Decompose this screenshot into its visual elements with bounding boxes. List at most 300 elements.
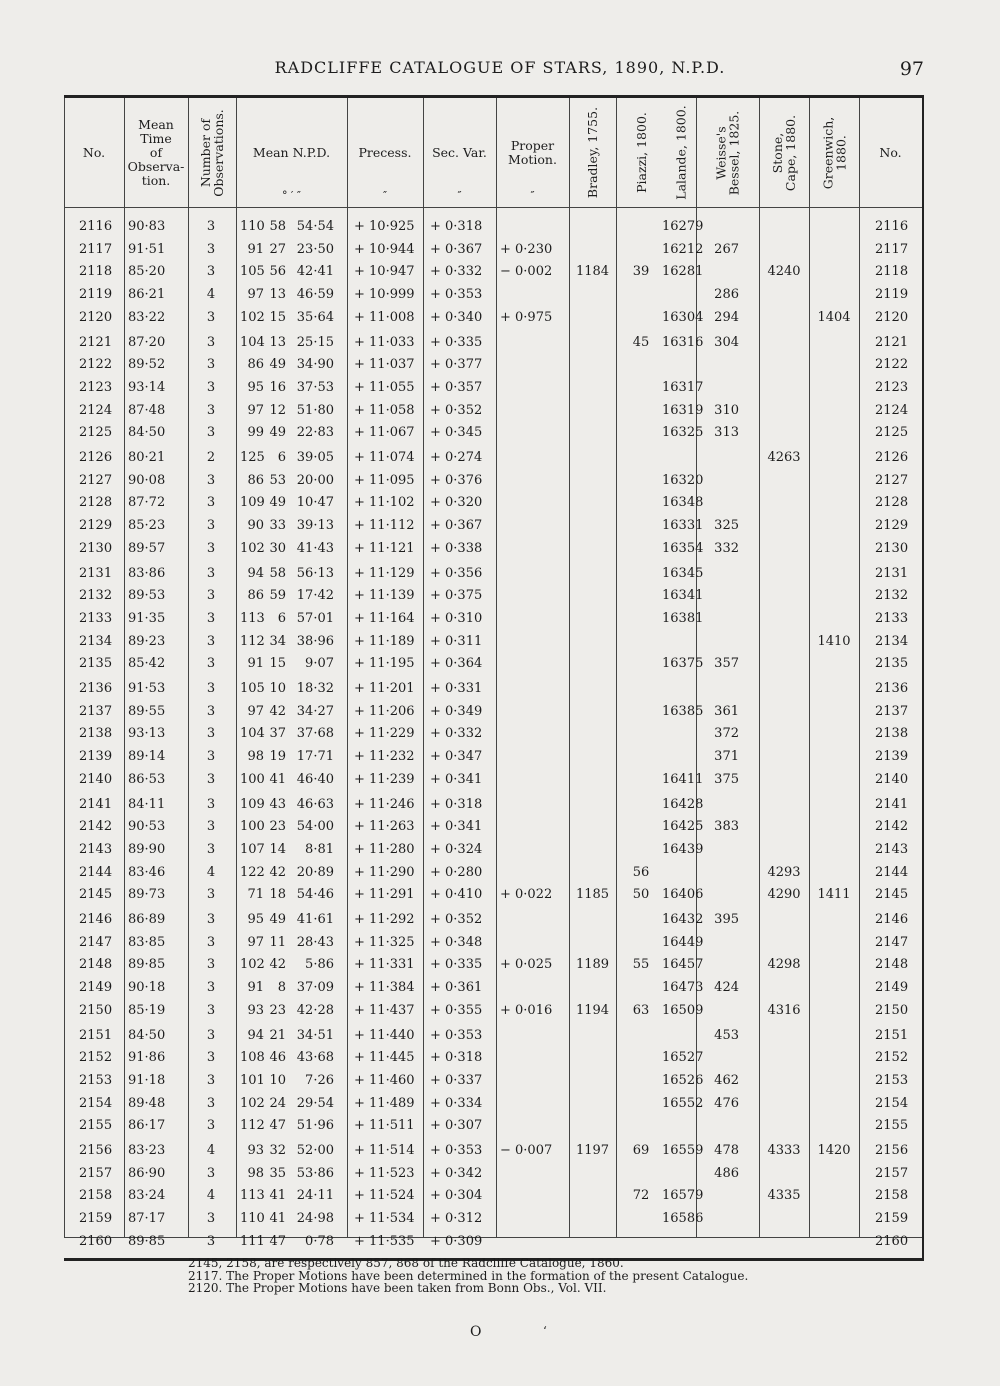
cell-no: 2143 (79, 841, 113, 857)
cell-npd-m: 42 (269, 703, 286, 719)
page-title: RADCLIFFE CATALOGUE OF STARS, 1890, N.P.D. (274, 58, 726, 77)
cell-npd-d: 93 (247, 1002, 264, 1018)
cell-secvar: + 0·307 (430, 1118, 483, 1134)
cell-no: 2117 (79, 241, 113, 257)
table-row (64, 283, 922, 306)
cell-secvar: + 0·356 (430, 565, 483, 581)
cell-precess: + 11·058 (354, 402, 415, 418)
cell-npd-m: 41 (269, 1188, 286, 1204)
cell-no-right: 2150 (875, 1002, 909, 1018)
cell-no: 2121 (79, 334, 113, 350)
cell-npd-d: 93 (247, 1143, 264, 1158)
cell-time: 84·50 (128, 1027, 166, 1043)
cell-lalande: 16579 (662, 1188, 704, 1204)
cell-npd-d: 97 (247, 287, 264, 303)
cell-no-right: 2154 (875, 1095, 909, 1111)
cell-no-right: 2133 (875, 610, 909, 626)
cell-no: 2152 (79, 1050, 113, 1066)
cell-time: 83·23 (128, 1143, 166, 1158)
cell-npd-s: 5·86 (305, 957, 334, 973)
table-row (64, 793, 922, 816)
cell-lalande: 16439 (662, 841, 704, 857)
cell-no-right: 2116 (875, 219, 909, 234)
cell-no-right: 2155 (875, 1118, 909, 1134)
cell-time: 89·48 (128, 1095, 166, 1111)
cell-npd-d: 113 (240, 1188, 265, 1204)
table-row (64, 630, 922, 653)
cell-stone: 4263 (767, 450, 801, 465)
cell-npd-m: 12 (269, 402, 286, 418)
cell-secvar: + 0·280 (430, 864, 483, 880)
cell-secvar: + 0·355 (430, 1002, 483, 1018)
cell-precess: + 11·263 (354, 819, 415, 835)
cell-npd-m: 13 (269, 334, 286, 350)
cell-secvar: + 0·349 (430, 703, 483, 719)
cell-no-right: 2129 (875, 518, 909, 534)
cell-no: 2146 (79, 912, 113, 927)
cell-npd-m: 6 (277, 450, 286, 465)
cell-stone: 4240 (767, 264, 801, 280)
cell-no: 2134 (79, 633, 113, 649)
cell-npd-m: 27 (269, 241, 286, 257)
table-row (64, 306, 922, 329)
cell-no: 2156 (79, 1143, 113, 1158)
cell-npd-s: 39·05 (296, 450, 334, 465)
cell-lalande: 16473 (662, 980, 704, 996)
cell-npd-d: 91 (247, 656, 264, 672)
cell-precess: + 11·008 (354, 309, 415, 325)
cell-npd-d: 98 (247, 1165, 264, 1181)
cell-precess: + 11·523 (354, 1165, 415, 1181)
cell-precess: + 11·514 (354, 1143, 415, 1158)
cell-obs: 3 (206, 1050, 216, 1066)
cell-no-right: 2159 (875, 1211, 909, 1227)
table-row (64, 815, 922, 838)
cell-npd-d: 111 (240, 1233, 265, 1249)
cell-precess: + 11·139 (354, 588, 415, 604)
cell-secvar: + 0·332 (430, 726, 483, 742)
cell-npd-s: 56·13 (296, 565, 334, 581)
cell-npd-m: 23 (269, 819, 286, 835)
cell-npd-d: 104 (240, 726, 265, 742)
cell-obs: 3 (206, 681, 216, 696)
star-catalogue-table (64, 95, 924, 1261)
cell-time: 89·53 (128, 588, 166, 604)
cell-secvar: + 0·357 (430, 379, 483, 395)
cell-no-right: 2158 (875, 1188, 909, 1204)
cell-precess: + 11·524 (354, 1188, 415, 1204)
cell-precess: + 11·102 (354, 495, 415, 511)
cell-npd-m: 19 (269, 749, 286, 765)
cell-npd-s: 41·43 (296, 540, 334, 556)
cell-no-right: 2131 (875, 565, 909, 581)
cell-no: 2148 (79, 957, 113, 973)
cell-lalande: 16316 (662, 334, 704, 350)
cell-npd-m: 42 (269, 864, 286, 880)
cell-obs: 3 (206, 610, 216, 626)
header-piazzi: Piazzi, 1800. (633, 112, 649, 193)
cell-npd-s: 17·71 (296, 749, 334, 765)
cell-no: 2141 (79, 796, 113, 812)
cell-secvar: + 0·367 (430, 518, 483, 534)
cell-npd-s: 34·51 (296, 1027, 334, 1043)
cell-npd-s: 34·90 (296, 357, 334, 373)
table-row (64, 491, 922, 514)
cell-weisse: 476 (714, 1095, 739, 1111)
cell-npd-d: 102 (240, 540, 265, 556)
cell-time: 90·83 (128, 219, 166, 234)
cell-no: 2142 (79, 819, 113, 835)
cell-lalande: 16304 (662, 309, 704, 325)
cell-lalande: 16354 (662, 540, 704, 556)
cell-npd-s: 17·42 (296, 588, 334, 604)
footnote: 2117. The Proper Motions have been determined in the formation of the present Catalogue. (188, 1268, 749, 1283)
table-row (64, 238, 922, 261)
cell-lalande: 16559 (662, 1143, 704, 1158)
cell-precess: + 11·535 (354, 1233, 415, 1249)
cell-secvar: + 0·348 (430, 934, 483, 950)
header-stone-cape: Stone, Cape, 1880. (770, 114, 798, 191)
cell-npd-m: 49 (269, 495, 286, 511)
cell-weisse: 357 (714, 656, 739, 672)
cell-secvar: + 0·410 (430, 887, 483, 903)
cell-stone: 4293 (767, 864, 801, 880)
cell-no-right: 2145 (875, 887, 909, 903)
cell-secvar: + 0·352 (430, 912, 483, 927)
cell-secvar: + 0·318 (430, 219, 483, 234)
cell-weisse: 332 (714, 540, 739, 556)
cell-secvar: + 0·347 (430, 749, 483, 765)
cell-weisse: 325 (714, 518, 739, 534)
cell-precess: + 11·534 (354, 1211, 415, 1227)
cell-time: 80·21 (128, 450, 166, 465)
cell-weisse: 424 (714, 980, 739, 996)
cell-no: 2131 (79, 565, 113, 581)
cell-no: 2125 (79, 425, 113, 441)
cell-npd-s: 52·00 (296, 1143, 334, 1158)
cell-time: 86·21 (128, 287, 166, 303)
cell-lalande: 16281 (662, 264, 704, 280)
cell-no-right: 2148 (875, 957, 909, 973)
cell-lalande: 16317 (662, 379, 704, 395)
header-precess: Precess. (358, 144, 412, 160)
cell-no-right: 2141 (875, 796, 909, 812)
cell-lalande: 16348 (662, 495, 704, 511)
cell-precess: + 11·037 (354, 357, 415, 373)
cell-stone: 4316 (767, 1002, 801, 1018)
cell-npd-m: 43 (269, 796, 286, 812)
cell-no-right: 2126 (875, 450, 909, 465)
cell-precess: + 11·331 (354, 957, 415, 973)
cell-time: 89·52 (128, 357, 166, 373)
signature-mark: O (470, 1324, 482, 1340)
cell-npd-m: 21 (269, 1027, 286, 1043)
cell-npd-m: 30 (269, 540, 286, 556)
cell-npd-m: 46 (269, 1050, 286, 1066)
cell-secvar: + 0·352 (430, 402, 483, 418)
cell-pm: − 0·002 (500, 264, 553, 280)
cell-precess: + 11·112 (354, 518, 415, 534)
cell-time: 89·90 (128, 841, 166, 857)
cell-no: 2135 (79, 656, 113, 672)
cell-precess: + 11·292 (354, 912, 415, 927)
cell-piazzi: 63 (632, 1002, 650, 1018)
cell-time: 91·51 (128, 241, 166, 257)
cell-secvar: + 0·345 (430, 425, 483, 441)
cell-time: 89·57 (128, 540, 166, 556)
cell-obs: 3 (206, 357, 216, 373)
cell-obs: 3 (206, 980, 216, 996)
cell-lalande: 16457 (662, 957, 704, 973)
cell-obs: 3 (206, 796, 216, 812)
cell-secvar: + 0·311 (430, 633, 483, 649)
table-row (64, 260, 922, 283)
cell-obs: 3 (206, 1211, 216, 1227)
cell-npd-d: 112 (240, 1118, 265, 1134)
cell-weisse: 310 (714, 402, 739, 418)
cell-weisse: 267 (714, 241, 739, 257)
cell-time: 86·17 (128, 1118, 166, 1134)
cell-secvar: + 0·332 (430, 264, 483, 280)
cell-no-right: 2147 (875, 934, 909, 950)
cell-pm: + 0·230 (500, 241, 553, 257)
table-row (64, 584, 922, 607)
cell-secvar: + 0·364 (430, 656, 483, 672)
cell-obs: 3 (206, 703, 216, 719)
cell-npd-s: 34·27 (296, 703, 334, 719)
cell-npd-m: 53 (269, 472, 286, 488)
cell-no-right: 2137 (875, 703, 909, 719)
cell-npd-m: 14 (269, 841, 286, 857)
header-lalande: Lalande, 1800. (673, 105, 689, 200)
cell-time: 86·90 (128, 1165, 166, 1181)
cell-precess: + 11·121 (354, 540, 415, 556)
cell-obs: 3 (206, 495, 216, 511)
cell-no-right: 2144 (875, 864, 909, 880)
cell-no: 2136 (79, 681, 113, 696)
cell-no-right: 2151 (875, 1027, 909, 1043)
cell-greenwich: 1404 (817, 309, 851, 325)
cell-greenwich: 1410 (817, 633, 851, 649)
table-row (64, 652, 922, 675)
cell-obs: 3 (206, 1165, 216, 1181)
cell-no: 2138 (79, 726, 113, 742)
cell-npd-s: 42·41 (296, 264, 334, 280)
cell-secvar: + 0·375 (430, 588, 483, 604)
cell-no-right: 2135 (875, 656, 909, 672)
cell-no: 2160 (79, 1233, 113, 1249)
cell-npd-d: 91 (247, 241, 264, 257)
cell-weisse: 462 (714, 1072, 739, 1088)
cell-npd-s: 28·43 (296, 934, 334, 950)
table-row (64, 953, 922, 976)
cell-lalande: 16279 (662, 219, 704, 234)
cell-secvar: + 0·312 (430, 1211, 483, 1227)
cell-time: 86·89 (128, 912, 166, 927)
cell-obs: 3 (206, 1095, 216, 1111)
cell-npd-s: 54·54 (296, 219, 334, 234)
cell-piazzi: 45 (632, 334, 650, 350)
cell-obs: 4 (206, 864, 216, 880)
cell-time: 90·18 (128, 980, 166, 996)
cell-npd-m: 24 (269, 1095, 286, 1111)
cell-time: 86·53 (128, 771, 166, 787)
cell-secvar: + 0·338 (430, 540, 483, 556)
cell-weisse: 294 (714, 309, 739, 325)
cell-no: 2151 (79, 1027, 113, 1043)
cell-piazzi: 56 (632, 864, 650, 880)
cell-obs: 3 (206, 472, 216, 488)
cell-npd-s: 25·15 (296, 334, 334, 350)
cell-lalande: 16345 (662, 565, 704, 581)
cell-obs: 3 (206, 841, 216, 857)
cell-npd-s: 18·32 (296, 681, 334, 696)
cell-no: 2119 (79, 287, 113, 303)
cell-weisse: 383 (714, 819, 739, 835)
cell-time: 85·23 (128, 518, 166, 534)
cell-bradley: 1184 (575, 264, 610, 280)
cell-npd-s: 39·13 (296, 518, 334, 534)
cell-piazzi: 39 (632, 264, 650, 280)
cell-no: 2128 (79, 495, 113, 511)
cell-lalande: 16527 (662, 1050, 704, 1066)
cell-npd-d: 95 (247, 379, 264, 395)
cell-npd-d: 110 (240, 1211, 265, 1227)
cell-precess: + 10·944 (354, 241, 415, 257)
cell-npd-d: 102 (240, 1095, 265, 1111)
cell-secvar: + 0·324 (430, 841, 483, 857)
cell-lalande: 16526 (662, 1072, 704, 1088)
cell-no: 2137 (79, 703, 113, 719)
cell-secvar: + 0·340 (430, 309, 483, 325)
cell-time: 85·20 (128, 264, 166, 280)
header-greenwich: Greenwich, 1880. (820, 116, 848, 189)
cell-npd-s: 22·83 (296, 425, 334, 441)
cell-obs: 3 (206, 334, 216, 350)
cell-precess: + 11·206 (354, 703, 415, 719)
cell-no-right: 2117 (875, 241, 909, 257)
cell-obs: 3 (206, 518, 216, 534)
cell-no-right: 2125 (875, 425, 909, 441)
cell-npd-d: 102 (240, 957, 265, 973)
cell-npd-m: 6 (277, 610, 286, 626)
table-row (64, 376, 922, 399)
cell-lalande: 16411 (662, 771, 704, 787)
cell-npd-s: 8·81 (305, 841, 334, 857)
cell-piazzi: 69 (632, 1143, 650, 1158)
cell-secvar: + 0·309 (430, 1233, 483, 1249)
cell-precess: + 11·460 (354, 1072, 415, 1088)
cell-greenwich: 1420 (817, 1143, 851, 1158)
cell-weisse: 372 (714, 726, 739, 742)
cell-npd-s: 51·96 (296, 1118, 334, 1134)
cell-npd-s: 38·96 (296, 633, 334, 649)
cell-no-right: 2123 (875, 379, 909, 395)
cell-no: 2130 (79, 540, 113, 556)
cell-piazzi: 55 (632, 957, 650, 973)
cell-lalande: 16320 (662, 472, 704, 488)
cell-no: 2158 (79, 1188, 113, 1204)
cell-no-right: 2143 (875, 841, 909, 857)
cell-no: 2116 (79, 219, 113, 234)
cell-no-right: 2128 (875, 495, 909, 511)
cell-npd-d: 97 (247, 934, 264, 950)
cell-piazzi: 50 (632, 887, 650, 903)
cell-lalande: 16406 (662, 887, 704, 903)
cell-npd-d: 86 (247, 357, 264, 373)
cell-secvar: + 0·331 (430, 681, 483, 696)
cell-npd-d: 86 (247, 472, 264, 488)
cell-time: 83·46 (128, 864, 166, 880)
header-no: No. (82, 144, 106, 160)
header-proper-motion-unit: ″ (530, 189, 535, 202)
table-row (64, 1139, 922, 1162)
cell-npd-s: 10·47 (296, 495, 334, 511)
cell-time: 91·18 (128, 1072, 166, 1088)
cell-npd-s: 46·59 (296, 287, 334, 303)
table-row (64, 908, 922, 931)
cell-secvar: + 0·337 (430, 1072, 483, 1088)
cell-precess: + 11·440 (354, 1027, 415, 1043)
cell-npd-s: 54·00 (296, 819, 334, 835)
cell-npd-m: 41 (269, 771, 286, 787)
cell-obs: 3 (206, 309, 216, 325)
cell-obs: 3 (206, 540, 216, 556)
cell-precess: + 11·229 (354, 726, 415, 742)
cell-precess: + 11·239 (354, 771, 415, 787)
table-row (64, 768, 922, 791)
cell-npd-d: 101 (240, 1072, 265, 1088)
cell-precess: + 10·925 (354, 219, 415, 234)
cell-precess: + 11·445 (354, 1050, 415, 1066)
cell-obs: 3 (206, 633, 216, 649)
cell-npd-d: 110 (240, 219, 265, 234)
cell-npd-s: 37·53 (296, 379, 334, 395)
cell-time: 83·24 (128, 1188, 166, 1204)
cell-precess: + 11·095 (354, 472, 415, 488)
cell-npd-s: 57·01 (296, 610, 334, 626)
cell-npd-m: 18 (269, 887, 286, 903)
cell-precess: + 11·489 (354, 1095, 415, 1111)
cell-obs: 3 (206, 1002, 216, 1018)
cell-obs: 3 (206, 957, 216, 973)
cell-precess: + 11·246 (354, 796, 415, 812)
cell-npd-d: 105 (240, 681, 265, 696)
cell-secvar: + 0·335 (430, 334, 483, 350)
cell-npd-s: 37·09 (296, 980, 334, 996)
cell-obs: 4 (206, 287, 216, 303)
table-row (64, 677, 922, 700)
cell-precess: + 11·325 (354, 934, 415, 950)
cell-npd-m: 8 (277, 980, 286, 996)
cell-lalande: 16552 (662, 1095, 704, 1111)
cell-time: 89·73 (128, 887, 166, 903)
cell-bradley: 1194 (575, 1002, 610, 1018)
cell-time: 84·11 (128, 796, 166, 812)
cell-npd-m: 15 (269, 309, 286, 325)
cell-secvar: + 0·334 (430, 1095, 483, 1111)
cell-no-right: 2157 (875, 1165, 909, 1181)
cell-secvar: + 0·353 (430, 1027, 483, 1043)
cell-npd-s: 0·78 (305, 1233, 334, 1249)
cell-npd-m: 41 (269, 1211, 286, 1227)
cell-npd-s: 41·61 (296, 912, 334, 927)
cell-npd-d: 104 (240, 334, 265, 350)
cell-precess: + 11·280 (354, 841, 415, 857)
cell-npd-m: 15 (269, 656, 286, 672)
cell-precess: + 11·437 (354, 1002, 415, 1018)
cell-no-right: 2156 (875, 1143, 909, 1158)
